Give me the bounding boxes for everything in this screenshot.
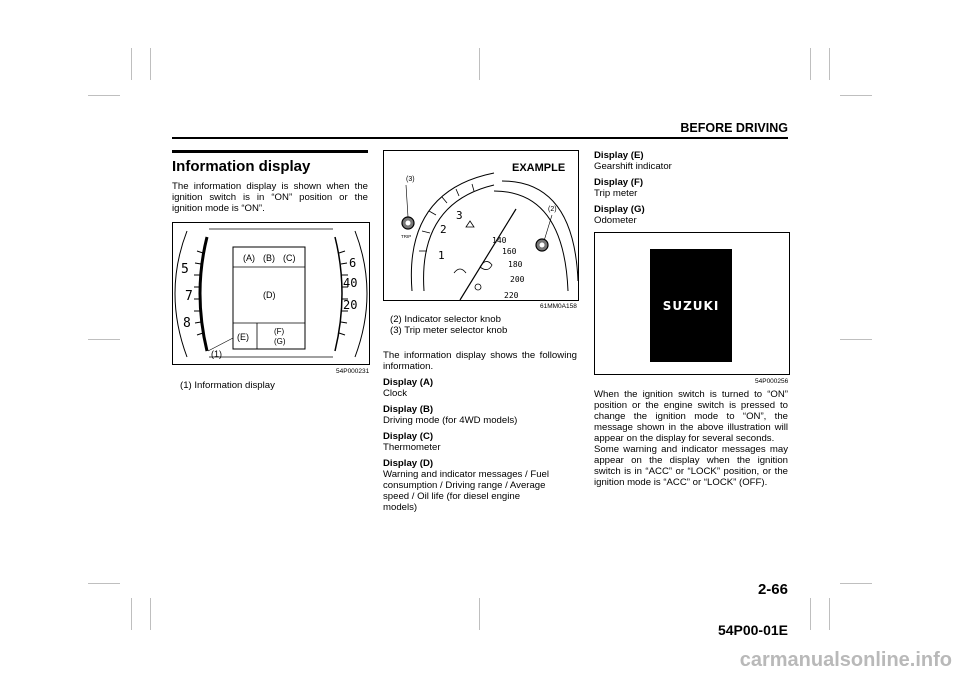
display-item (594, 177, 788, 199)
speed-180: 180 (508, 260, 523, 269)
label-b: (B) (263, 253, 275, 263)
warning-paragraph: Some warning and indicator messages may appear on the display when the ignition switch is in “ACC” or “LOCK” position, or the ignition mode is “ACC” or “LOCK” (OFF). (594, 444, 788, 488)
speed-number-6: 6 (349, 256, 357, 270)
label-2: (2) (548, 206, 557, 213)
label-a: (A) (243, 253, 255, 263)
figure-code: 54P000231 (336, 368, 370, 375)
display-item-label: Display (A) (383, 377, 434, 388)
label-c: (C) (283, 253, 296, 263)
label-3: (3) (406, 176, 415, 183)
display-item-label: Display (F) (594, 177, 644, 188)
example-label: EXAMPLE (512, 162, 566, 174)
display-item-text: Thermometer (383, 442, 441, 453)
display-item (383, 377, 577, 399)
caption-trip-knob: (3) Trip meter selector knob (390, 325, 508, 336)
startup-message-figure (594, 232, 790, 375)
display-item-label: Display (G) (594, 204, 645, 215)
watermark: carmanualsonline.info (739, 649, 952, 671)
section-title: Information display (172, 158, 311, 175)
display-item-label: Display (B) (383, 404, 434, 415)
tach-number-5: 5 (181, 262, 189, 277)
display-item-text: Gearshift indicator (594, 161, 672, 172)
speed-number-40: 40 (343, 276, 358, 290)
gear-number-2: 2 (440, 223, 447, 236)
display-item-label: Display (E) (594, 150, 644, 161)
knob-illustration (384, 151, 578, 300)
page-number: 2-66 (757, 581, 788, 598)
document-code: 54P00-01E (717, 622, 788, 638)
speed-160: 160 (502, 247, 517, 256)
tach-number-8: 8 (183, 316, 191, 331)
display-item-label: Display (C) (383, 431, 434, 442)
display-item (594, 150, 788, 172)
warning-symbol (466, 221, 474, 227)
startup-paragraph: When the ignition switch is turned to “ON” position or the engine switch is pressed to change the ignition mode to “ON”, the message shown in the above illustration will appear on the display for several seconds. (594, 389, 788, 444)
display-intro: The information display shows the following information. (383, 350, 577, 372)
display-item-text: Odometer (594, 215, 637, 226)
label-1: (1) (211, 349, 222, 359)
display-item-text: Warning and indicator messages / Fuel consumption / Driving range / Average speed / Oil life (for diesel engine models) (383, 469, 550, 513)
display-item-label: Display (D) (383, 458, 434, 469)
display-screen (650, 249, 732, 362)
speed-number-20: 20 (343, 298, 358, 312)
gear-number-1: 1 (438, 249, 445, 262)
speed-220: 220 (504, 291, 519, 300)
figure-code: 54P000256 (755, 378, 789, 385)
odometer-symbol (475, 284, 481, 290)
caption-indicator-knob: (2) Indicator selector knob (390, 314, 501, 325)
cluster-illustration (173, 223, 369, 364)
display-item (383, 431, 577, 453)
intro-paragraph: The information display is shown when the ignition switch is in “ON” position or the ignition mode is “ON”. (172, 181, 368, 214)
label-e: (E) (237, 332, 249, 342)
label-g: (G) (274, 337, 286, 346)
display-item (594, 204, 788, 226)
information-display-figure (172, 222, 370, 365)
caption-information-display: (1) Information display (180, 380, 275, 391)
tach-number-7: 7 (185, 289, 193, 304)
selector-knob-figure (383, 150, 579, 301)
display-item-text: Trip meter (594, 188, 638, 199)
fuel-symbol (454, 269, 466, 273)
section-rule (172, 150, 368, 153)
section-header: BEFORE DRIVING (680, 121, 788, 135)
speed-140: 140 (492, 236, 507, 245)
label-d: (D) (263, 290, 276, 300)
gear-number-3: 3 (456, 209, 463, 222)
display-item (383, 404, 577, 426)
display-item (383, 458, 577, 513)
label-f: (F) (274, 327, 285, 336)
trip-label: TRIP (401, 234, 412, 239)
figure-code: 61MM0A158 (540, 303, 577, 310)
header-rule (172, 137, 788, 139)
speed-200: 200 (510, 275, 525, 284)
display-item-text: Driving mode (for 4WD models) (383, 415, 518, 426)
suzuki-logo: SUZUKI (662, 299, 720, 313)
display-item-text: Clock (383, 388, 407, 399)
